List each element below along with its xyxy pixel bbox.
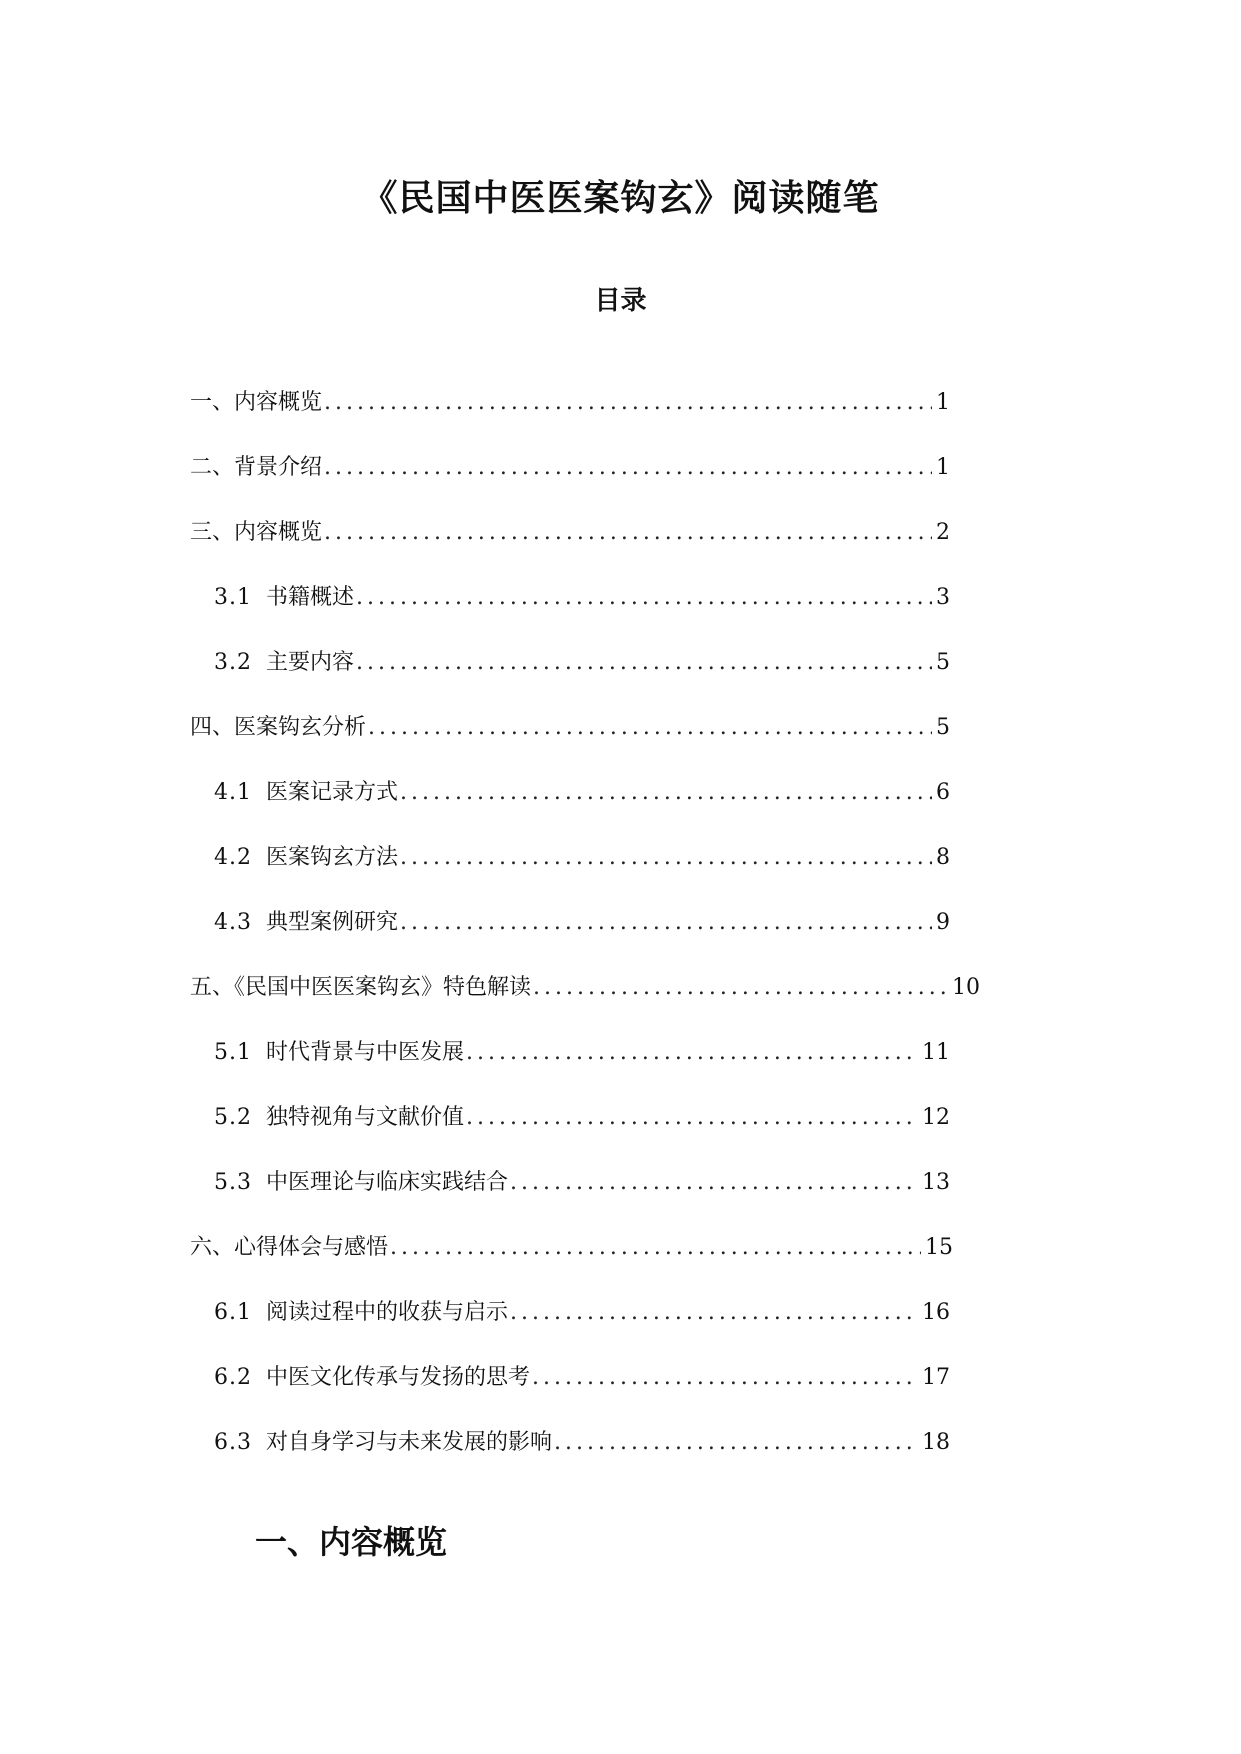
toc-entry-number: 3.1 bbox=[214, 585, 252, 610]
toc-dot-leader bbox=[324, 515, 932, 551]
toc-page-number: 10 bbox=[952, 975, 980, 1000]
toc-heading: 目录 bbox=[594, 286, 647, 316]
toc-dot-leader bbox=[400, 775, 932, 811]
toc-entry-number: 4.1 bbox=[214, 780, 252, 805]
toc-entry-label: 对自身学习与未来发展的影响 bbox=[266, 1430, 553, 1455]
toc-entry[interactable] bbox=[190, 645, 950, 710]
toc-entry[interactable] bbox=[190, 905, 950, 970]
toc-entry-label: 主要内容 bbox=[266, 650, 355, 675]
toc-page-number: 13 bbox=[922, 1170, 950, 1195]
toc-dot-leader bbox=[400, 840, 932, 876]
toc-page-number: 3 bbox=[936, 585, 950, 610]
toc-entry[interactable] bbox=[190, 1295, 950, 1360]
toc-entry-label: 六、心得体会与感悟 bbox=[190, 1235, 389, 1260]
toc-entry[interactable] bbox=[190, 970, 980, 1035]
toc-page-number: 12 bbox=[922, 1105, 950, 1130]
section-heading: 一、内容概览 bbox=[255, 1523, 448, 1561]
toc-entry-label: 阅读过程中的收获与启示 bbox=[266, 1300, 509, 1325]
toc-entry-label: 书籍概述 bbox=[266, 585, 355, 610]
toc-dot-leader bbox=[356, 580, 932, 616]
toc-entry-label: 中医理论与临床实践结合 bbox=[266, 1170, 509, 1195]
toc-entry-number: 4.2 bbox=[214, 845, 252, 870]
document-title: 《民国中医医案钩玄》阅读随笔 bbox=[361, 178, 880, 220]
toc-page-number: 18 bbox=[922, 1430, 950, 1455]
toc-dot-leader bbox=[356, 645, 932, 681]
toc-entry-label: 医案记录方式 bbox=[266, 780, 399, 805]
toc-entry[interactable] bbox=[190, 580, 950, 645]
toc-dot-leader bbox=[532, 1360, 918, 1396]
toc-entry[interactable] bbox=[190, 775, 950, 840]
toc-entry-number: 5.1 bbox=[214, 1040, 252, 1065]
toc-entry-number: 3.2 bbox=[214, 650, 252, 675]
toc-dot-leader bbox=[324, 385, 932, 421]
toc-dot-leader bbox=[368, 710, 932, 746]
toc-dot-leader bbox=[510, 1295, 918, 1331]
toc-page-number: 11 bbox=[922, 1040, 950, 1065]
toc-entry[interactable] bbox=[190, 710, 950, 775]
toc-page-number: 9 bbox=[936, 910, 950, 935]
toc-entry-number: 4.3 bbox=[214, 910, 252, 935]
toc-entry-label: 三、内容概览 bbox=[190, 520, 323, 545]
toc-entry[interactable] bbox=[190, 1360, 950, 1425]
toc-dot-leader bbox=[554, 1425, 918, 1461]
toc-entry-number: 5.2 bbox=[214, 1105, 252, 1130]
toc-entry[interactable] bbox=[190, 1165, 950, 1230]
toc-entry-label: 中医文化传承与发扬的思考 bbox=[266, 1365, 531, 1390]
toc-entry[interactable] bbox=[190, 1035, 950, 1100]
toc-entry-number: 6.2 bbox=[214, 1365, 252, 1390]
toc-entry-label: 二、背景介绍 bbox=[190, 455, 323, 480]
toc-entry-label: 医案钩玄方法 bbox=[266, 845, 399, 870]
toc-page-number: 8 bbox=[936, 845, 950, 870]
toc-page-number: 1 bbox=[936, 390, 950, 415]
toc-entry[interactable] bbox=[190, 840, 950, 905]
toc-page-number: 15 bbox=[925, 1235, 953, 1260]
toc-page-number: 6 bbox=[936, 780, 950, 805]
toc-entry-label: 一、内容概览 bbox=[190, 390, 323, 415]
toc-page-number: 1 bbox=[936, 455, 950, 480]
toc-entry-number: 6.1 bbox=[214, 1300, 252, 1325]
toc-entry-label: 四、医案钩玄分析 bbox=[190, 715, 367, 740]
toc-entry-number: 5.3 bbox=[214, 1170, 252, 1195]
toc-entry-label: 典型案例研究 bbox=[266, 910, 399, 935]
toc-entry[interactable] bbox=[190, 1230, 953, 1295]
table-of-contents bbox=[190, 385, 990, 1490]
toc-dot-leader bbox=[466, 1100, 918, 1136]
toc-entry-label: 五、《民国中医医案钩玄》特色解读 bbox=[190, 975, 532, 1000]
toc-dot-leader bbox=[400, 905, 932, 941]
toc-entry-number: 6.3 bbox=[214, 1430, 252, 1455]
toc-dot-leader bbox=[324, 450, 932, 486]
toc-page-number: 5 bbox=[936, 715, 950, 740]
toc-entry[interactable] bbox=[190, 1100, 950, 1165]
toc-entry[interactable] bbox=[190, 1425, 950, 1490]
toc-dot-leader bbox=[510, 1165, 918, 1201]
toc-dot-leader bbox=[533, 970, 948, 1006]
toc-entry-label: 独特视角与文献价值 bbox=[266, 1105, 465, 1130]
toc-dot-leader bbox=[466, 1035, 918, 1071]
toc-page-number: 5 bbox=[936, 650, 950, 675]
toc-entry[interactable] bbox=[190, 450, 950, 515]
toc-page-number: 2 bbox=[936, 520, 950, 545]
toc-page-number: 16 bbox=[922, 1300, 950, 1325]
toc-entry-label: 时代背景与中医发展 bbox=[266, 1040, 465, 1065]
toc-entry[interactable] bbox=[190, 385, 950, 450]
toc-dot-leader bbox=[390, 1230, 921, 1266]
toc-entry[interactable] bbox=[190, 515, 950, 580]
toc-page-number: 17 bbox=[922, 1365, 950, 1390]
